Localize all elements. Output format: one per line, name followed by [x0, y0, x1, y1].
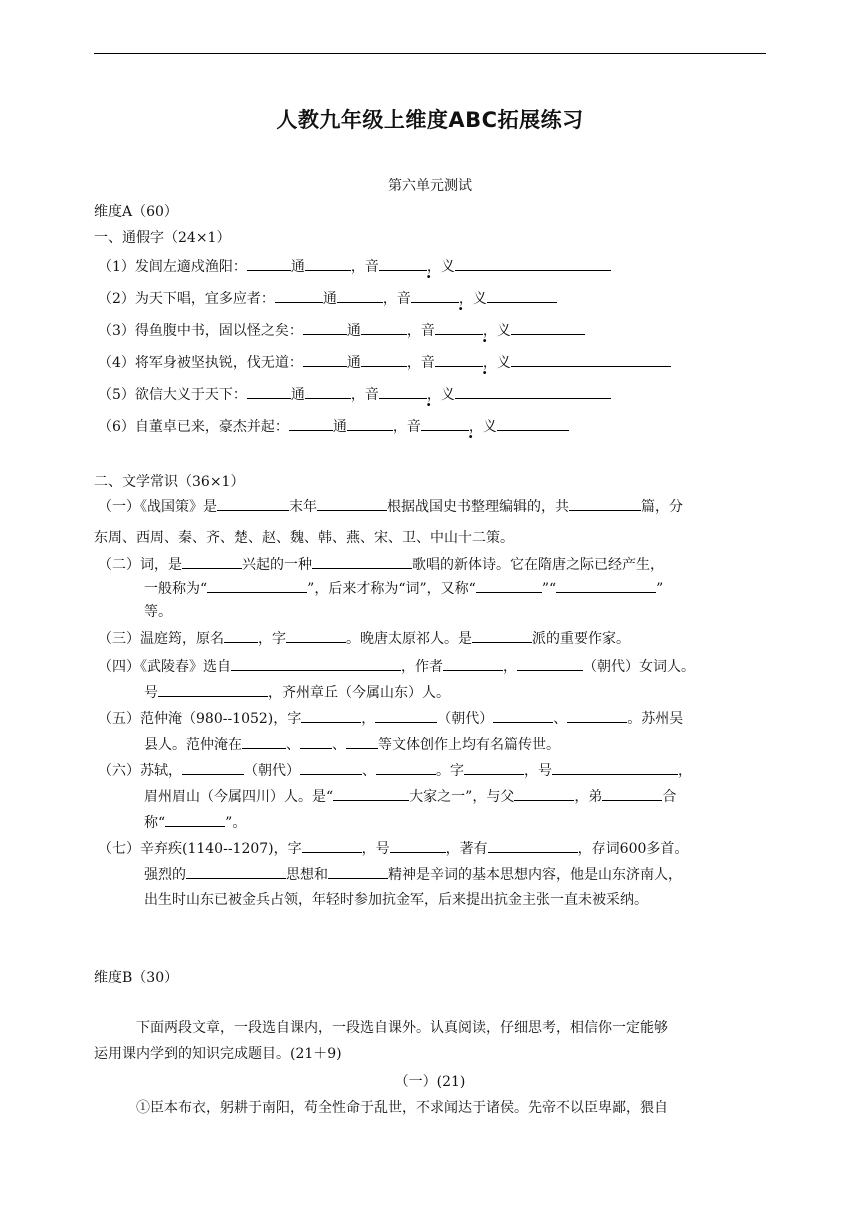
- answer-blank[interactable]: [435, 320, 483, 335]
- answer-blank[interactable]: [511, 320, 585, 335]
- answer-blank[interactable]: [305, 384, 351, 399]
- item-text: 为天下唱，宜多应者：: [134, 291, 275, 307]
- answer-blank[interactable]: [379, 256, 427, 271]
- answer-blank[interactable]: [303, 352, 347, 367]
- answer-blank[interactable]: [361, 320, 407, 335]
- answer-blank[interactable]: [317, 496, 387, 511]
- lit-item-1-line-1: （一）《战国策》是 末年 根据战国史书整理编辑的，共 篇，分: [98, 496, 683, 517]
- answer-blank[interactable]: [569, 496, 641, 511]
- section-1-heading: 一、通假字（24×1）: [94, 230, 231, 246]
- item-number: （3）: [98, 323, 135, 339]
- item-text: 发闾左適戍渔阳：: [134, 259, 247, 275]
- answer-blank[interactable]: [312, 554, 412, 569]
- answer-blank[interactable]: [567, 708, 627, 723]
- part-b-label: 维度B（30）: [94, 970, 179, 986]
- answer-blank[interactable]: [497, 416, 569, 431]
- answer-blank[interactable]: [455, 256, 611, 271]
- tongjia-item-1: （1）发闾左適戍渔阳： 通 ，音 ， .义: [98, 256, 611, 277]
- answer-blank[interactable]: [286, 628, 346, 643]
- answer-blank[interactable]: [328, 864, 388, 879]
- answer-blank[interactable]: [182, 760, 244, 775]
- answer-blank[interactable]: [165, 812, 225, 827]
- answer-blank[interactable]: [488, 838, 578, 853]
- answer-blank[interactable]: [158, 682, 268, 697]
- answer-blank[interactable]: [242, 734, 286, 749]
- answer-blank[interactable]: [376, 760, 436, 775]
- answer-blank[interactable]: [300, 734, 332, 749]
- answer-blank[interactable]: [464, 760, 524, 775]
- answer-blank[interactable]: [411, 288, 459, 303]
- answer-blank[interactable]: [435, 352, 483, 367]
- answer-blank[interactable]: [224, 628, 258, 643]
- answer-blank[interactable]: [514, 786, 574, 801]
- answer-blank[interactable]: [247, 256, 291, 271]
- answer-blank[interactable]: [247, 384, 291, 399]
- answer-blank[interactable]: [390, 838, 446, 853]
- answer-blank[interactable]: [361, 352, 407, 367]
- page-title: 人教九年级上维度ABC拓展练习: [276, 108, 584, 132]
- answer-blank[interactable]: [301, 708, 361, 723]
- lit-item-6-line-3: 称“ ”。: [144, 812, 246, 833]
- lit-item-3: （三）温庭筠，原名 ，字 。晚唐太原祁人。是 派的重要作家。: [98, 628, 630, 649]
- item-number: （4）: [98, 355, 135, 371]
- passage-1-paragraph-1: ①臣本布衣，躬耕于南阳，苟全性命于乱世，不求闻达于诸侯。先帝不以臣卑鄙，猥自: [136, 1100, 668, 1116]
- answer-blank[interactable]: [289, 416, 333, 431]
- lit-item-5-line-1: （五）范仲淹（980--1052)，字 ， （朝代） 、 。苏州吴: [98, 708, 683, 729]
- unit-title: 第六单元测试: [388, 178, 472, 194]
- lit-item-6-line-2: 眉州眉山（今属四川）人。是“ 大家之一”，与父 ，弟 合: [144, 786, 676, 807]
- lit-item-7-line-1: （七）辛弃疾(1140--1207)，字 ，号 ，著有 ，存词600多首。: [98, 838, 688, 859]
- answer-blank[interactable]: [511, 352, 671, 367]
- tongjia-item-3: （3）得鱼腹中书，固以怪之矣： 通 ，音 ， .义: [98, 320, 585, 341]
- answer-blank[interactable]: [346, 734, 378, 749]
- answer-blank[interactable]: [556, 578, 656, 593]
- tongjia-item-6: （6）自董卓已来，豪杰并起： 通 ，音 ， .义: [98, 416, 569, 437]
- answer-blank[interactable]: [552, 760, 678, 775]
- item-text: 将军身被坚执锐，伐无道：: [134, 355, 303, 371]
- answer-blank[interactable]: [231, 656, 401, 671]
- tongjia-item-5: （5）欲信大义于天下： 通 ，音 ， .义: [98, 384, 611, 405]
- answer-blank[interactable]: [333, 786, 409, 801]
- lit-item-2-line-3: 等。: [144, 604, 172, 620]
- answer-blank[interactable]: [207, 578, 307, 593]
- answer-blank[interactable]: [476, 578, 542, 593]
- part-a-label: 维度A（60）: [94, 204, 178, 220]
- answer-blank[interactable]: [305, 256, 351, 271]
- answer-blank[interactable]: [300, 760, 362, 775]
- item-number: （2）: [98, 291, 135, 307]
- answer-blank[interactable]: [182, 554, 242, 569]
- answer-blank[interactable]: [443, 656, 503, 671]
- lit-item-7-line-3: 出生时山东已被金兵占领，年轻时参加抗金军，后来提出抗金主张一直未被采纳。: [144, 892, 648, 908]
- item-number: （1）: [98, 259, 135, 275]
- answer-blank[interactable]: [379, 384, 427, 399]
- passage-1-heading: （一）(21): [394, 1074, 466, 1090]
- item-text: 欲信大义于天下：: [134, 387, 247, 403]
- tongjia-item-4: （4）将军身被坚执锐，伐无道： 通 ，音 ， .义: [98, 352, 671, 373]
- lit-item-6-line-1: （六）苏轼， （朝代） 、 。字 ，号 ，: [98, 760, 692, 781]
- item-text: 得鱼腹中书，固以怪之矣：: [134, 323, 303, 339]
- lit-item-1-line-2: 东周、西周、秦、齐、楚、赵、魏、韩、燕、宋、卫、中山十二策。: [94, 530, 514, 546]
- answer-blank[interactable]: [303, 320, 347, 335]
- part-b-intro-line-1: 下面两段文章，一段选自课内，一段选自课外。认真阅读，仔细思考，相信你一定能够: [136, 1020, 668, 1036]
- answer-blank[interactable]: [217, 496, 289, 511]
- answer-blank[interactable]: [347, 416, 393, 431]
- tongjia-item-2: （2）为天下唱，宜多应者： 通 ，音 ， .义: [98, 288, 557, 309]
- lit-item-5-line-2: 县人。范仲淹在 、 、 等文体创作上均有名篇传世。: [144, 734, 560, 755]
- answer-blank[interactable]: [375, 708, 437, 723]
- lit-item-4-line-1: （四）《武陵春》选自 ，作者 ， （朝代）女词人。: [98, 656, 695, 677]
- lit-item-2-line-2: 一般称为“ ”，后来才称为“词”，又称“ ”“ ”: [144, 578, 663, 599]
- header-rule: [94, 53, 766, 54]
- section-2-heading: 二、文学常识（36×1）: [94, 474, 245, 490]
- answer-blank[interactable]: [493, 708, 553, 723]
- answer-blank[interactable]: [337, 288, 383, 303]
- item-number: （6）: [98, 419, 135, 435]
- answer-blank[interactable]: [487, 288, 557, 303]
- answer-blank[interactable]: [517, 656, 583, 671]
- answer-blank[interactable]: [421, 416, 469, 431]
- answer-blank[interactable]: [186, 864, 286, 879]
- answer-blank[interactable]: [472, 628, 532, 643]
- item-text: 自董卓已来，豪杰并起：: [134, 419, 289, 435]
- answer-blank[interactable]: [602, 786, 662, 801]
- answer-blank[interactable]: [455, 384, 611, 399]
- lit-item-2-line-1: （二）词，是 兴起的一种 歌唱的新体诗。它在隋唐之际已经产生，: [98, 554, 664, 575]
- answer-blank[interactable]: [275, 288, 323, 303]
- item-number: （5）: [98, 387, 135, 403]
- answer-blank[interactable]: [302, 838, 362, 853]
- lit-item-7-line-2: 强烈的 思想和 精神是辛词的基本思想内容，他是山东济南人，: [144, 864, 682, 885]
- part-b-intro-line-2: 运用课内学到的知识完成题目。(21＋9): [94, 1046, 342, 1062]
- lit-item-4-line-2: 号 ，齐州章丘（今属山东）人。: [144, 682, 450, 703]
